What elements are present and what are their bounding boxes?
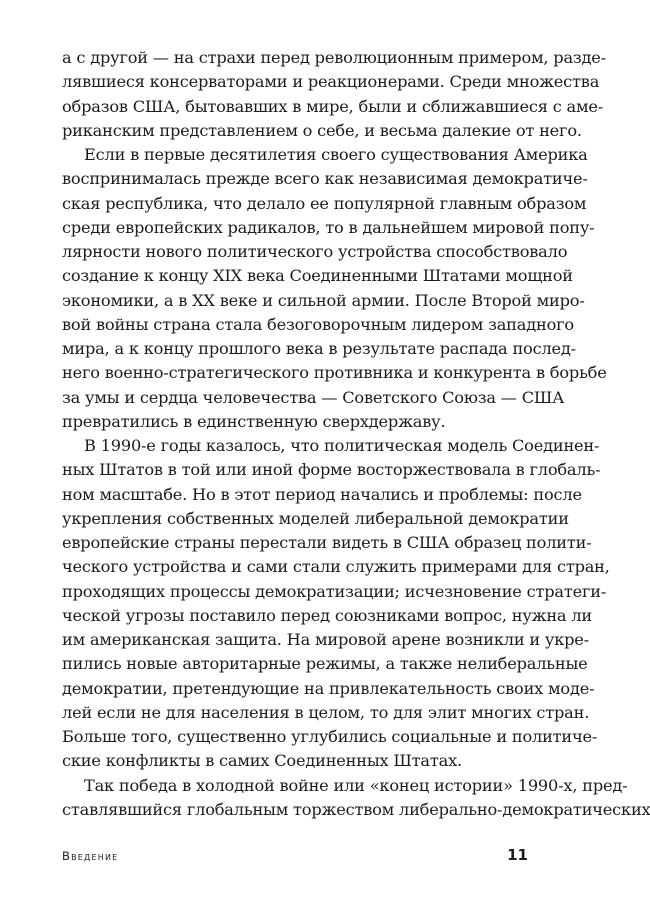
text-line: ская республика, что делало ее популярной главным образом bbox=[62, 193, 587, 213]
paragraph bbox=[62, 434, 610, 774]
page-footer bbox=[62, 846, 528, 866]
text-line: ном масштабе. Но в этот период начались и проблемы: после bbox=[62, 484, 582, 504]
text-line: превратились в единственную сверхдержаву. bbox=[62, 411, 446, 431]
paragraph bbox=[62, 774, 650, 823]
text-line: демократии, претендующие на привлекательность своих моде- bbox=[62, 678, 595, 698]
page-number: 11 bbox=[507, 846, 528, 864]
text-line: мира, а к концу прошлого века в результате распада послед- bbox=[62, 339, 576, 358]
text-line: укрепления собственных моделей либеральной демократии bbox=[62, 508, 569, 528]
text-line: вой войны страна стала безоговорочным лидером западного bbox=[62, 314, 574, 334]
text-line: им американская защита. На мировой арене возникли и укре- bbox=[62, 630, 589, 649]
text-line: образов США, бытовавших в мире, были и сближавшиеся с аме- bbox=[62, 96, 604, 116]
text-line: него военно-стратегического противника и конкурента в борьбе bbox=[62, 363, 607, 383]
text-line: риканским представлением о себе, и весьма далекие от него. bbox=[62, 120, 582, 140]
text-line: лявшиеся консерваторами и реакционерами. Среди множества bbox=[62, 72, 600, 92]
text-line: пились новые авторитарные режимы, а также нелиберальные bbox=[62, 654, 588, 674]
text-line: среди европейских радикалов, то в дальнейшем мировой попу- bbox=[62, 217, 595, 237]
text-line: лярности нового политического устройства способствовало bbox=[62, 242, 568, 261]
text-line: ставлявшийся глобальным торжеством либерально-демократических bbox=[62, 799, 650, 819]
paragraph bbox=[62, 46, 606, 143]
text-line: ных Штатов в той или иной форме восторжествовала в глобаль- bbox=[62, 460, 601, 480]
text-line: Больше того, существенно углубились социальные и политиче- bbox=[62, 727, 598, 746]
text-line: экономики, а в XX веке и сильной армии. После Второй миро- bbox=[62, 290, 585, 310]
text-line: Если в первые десятилетия своего существования Америка bbox=[84, 145, 588, 164]
paragraph bbox=[62, 143, 607, 434]
text-line: ческого устройства и сами стали служить примерами для стран, bbox=[62, 557, 610, 577]
text-line: ческой угрозы поставило перед союзниками вопрос, нужна ли bbox=[62, 605, 593, 625]
text-line: за умы и сердца человечества — Советского Союза — США bbox=[62, 387, 565, 407]
text-line: а с другой — на страхи перед революционным примером, разде- bbox=[62, 48, 606, 67]
text-line: ские конфликты в самих Соединенных Штатах. bbox=[62, 751, 462, 771]
text-line: создание к концу XIX века Соединенными Штатами мощной bbox=[62, 266, 573, 286]
body-text bbox=[62, 46, 650, 822]
text-line: Так победа в холодной войне или «конец истории» 1990-х, пред- bbox=[84, 775, 628, 795]
text-line: проходящих процессы демократизации; исчезновение стратеги- bbox=[62, 581, 607, 601]
text-line: В 1990-е годы казалось, что политическая модель Соединен- bbox=[84, 436, 600, 455]
text-line: воспринималась прежде всего как независимая демократиче- bbox=[62, 169, 588, 189]
running-head: Введение bbox=[62, 849, 119, 863]
text-line: европейские страны перестали видеть в США образец полити- bbox=[62, 533, 592, 552]
text-line: лей если не для населения в целом, то для элит многих стран. bbox=[62, 702, 590, 722]
